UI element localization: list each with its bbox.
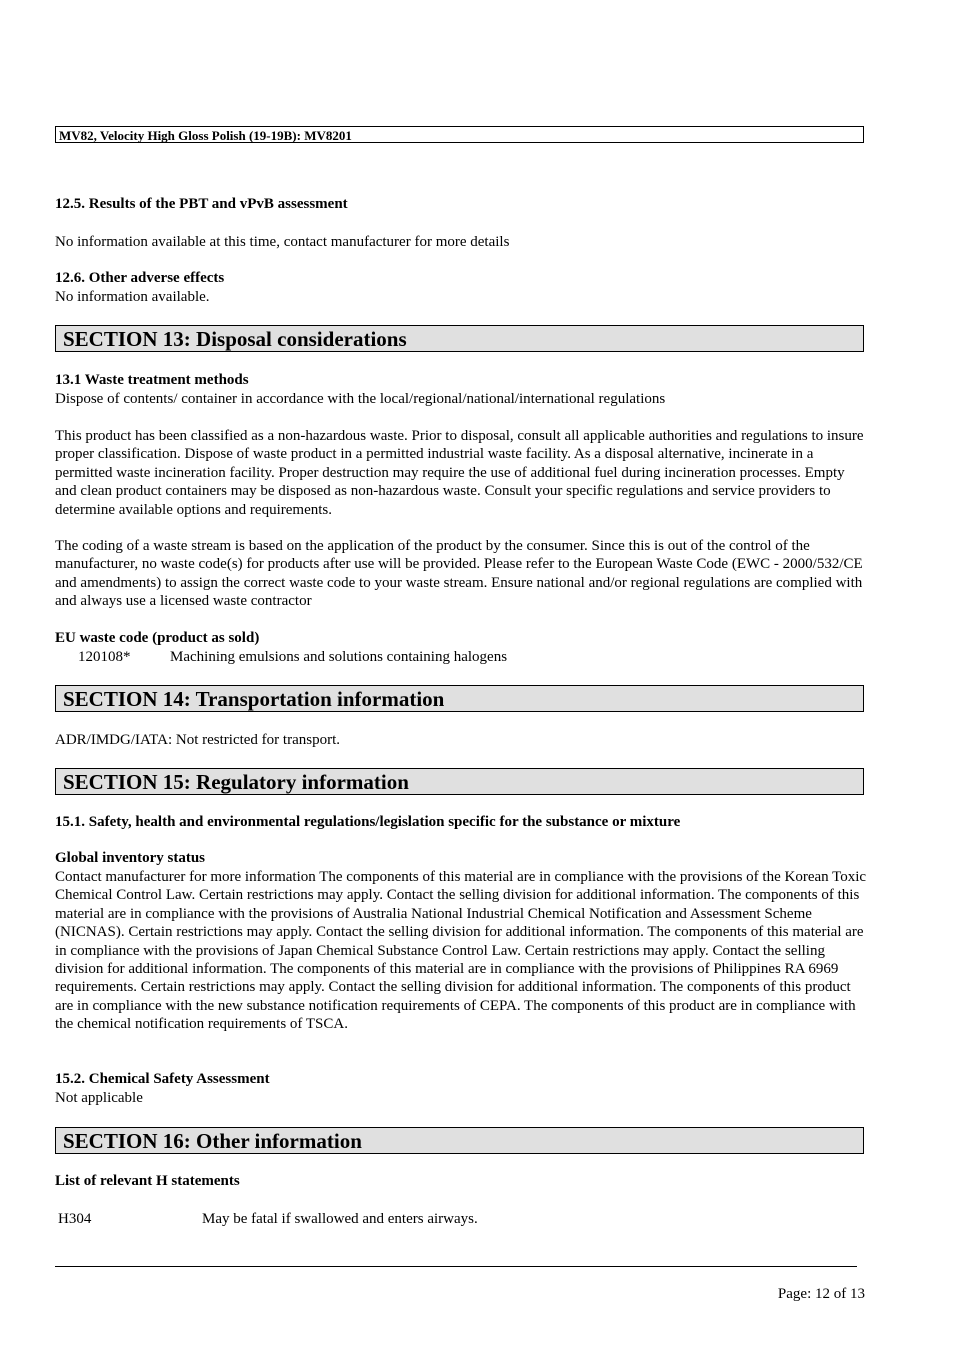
section-16-heading: SECTION 16: Other information <box>55 1127 864 1154</box>
section-14-heading: SECTION 14: Transportation information <box>55 685 864 712</box>
section-13-1-title: 13.1 Waste treatment methods <box>55 372 249 388</box>
eu-waste-code-description: Machining emulsions and solutions containing halogens <box>170 649 508 665</box>
section-12-6-title: 12.6. Other adverse effects <box>55 270 225 286</box>
eu-waste-code-title: EU waste code (product as sold) <box>55 630 260 646</box>
section-15-2-text: Not applicable <box>55 1090 143 1106</box>
section-13-para-2: The coding of a waste stream is based on the application of the product by the consumer. Since this is out of the control of the manufacturer, no waste code(s) for products after use will be provided. Please refer to the European Waste Code (EWC - 2000/532/CE and amendments) to assign the correct waste code to your waste stream. Ensure national and/or regional regulations are complied with and always use a licensed waste contractor <box>55 538 863 610</box>
section-14-text: ADR/IMDG/IATA: Not restricted for transport. <box>55 732 340 748</box>
section-13-para-1: This product has been classified as a non-hazardous waste. Prior to disposal, consult all applicable authorities and regulations to insure proper classification. Dispose of waste product in a permitted industrial waste facility. As a disposal alternative, incinerate in a permitted waste incineration facility. Proper destruction may require the use of additional fuel during incineration processes. Empty and clean product containers may be disposed as non-hazardous waste. Consult your specific regulations and service providers to determine available options and requirements. <box>55 428 864 518</box>
section-13-1-text: Dispose of contents/ container in accordance with the local/regional/national/international regulations <box>55 391 666 407</box>
footer-divider <box>55 1266 857 1267</box>
global-inventory-title: Global inventory status <box>55 850 206 866</box>
h-statements-title: List of relevant H statements <box>55 1173 240 1189</box>
section-15-heading: SECTION 15: Regulatory information <box>55 768 864 795</box>
h-statement-code: H304 <box>58 1211 92 1227</box>
section-12-5-text: No information available at this time, contact manufacturer for more details <box>55 234 510 250</box>
eu-waste-code: 120108* <box>78 649 131 665</box>
section-12-6-text: No information available. <box>55 289 210 305</box>
section-15-2-title: 15.2. Chemical Safety Assessment <box>55 1071 270 1087</box>
document-header: MV82, Velocity High Gloss Polish (19-19B): MV8201 <box>55 126 864 143</box>
global-inventory-text: Contact manufacturer for more information The components of this material are in compliance with the provisions of the Korean Toxic Chemical Control Law. Certain restrictions may apply. Contact the selling division for additional information. The components of this material are in compliance with the provisions of Australia National Industrial Chemical Notification and Assessment Scheme (NICNAS). Certain restrictions may apply. Contact the selling division for additional information. The components of this material are in compliance with the provisions of Japan Chemical Substance Control Law. Certain restrictions may apply. Contact the selling division for additional information. The components of this material are in compliance with the provisions of Philippines RA 6969 requirements. Certain restrictions may apply. Contact the selling division for additional information. The components of this product are in compliance with the new substance notification requirements of CEPA. The components of this product are in compliance with the chemical notification requirements of TSCA. <box>55 869 867 1033</box>
h-statement-text: May be fatal if swallowed and enters airways. <box>202 1211 478 1227</box>
section-12-5-title: 12.5. Results of the PBT and vPvB assessment <box>55 196 348 212</box>
section-13-heading: SECTION 13: Disposal considerations <box>55 325 864 352</box>
section-15-1-title: 15.1. Safety, health and environmental regulations/legislation specific for the substance or mixture <box>55 814 681 830</box>
page-number: Page: 12 of 13 <box>777 1286 865 1302</box>
